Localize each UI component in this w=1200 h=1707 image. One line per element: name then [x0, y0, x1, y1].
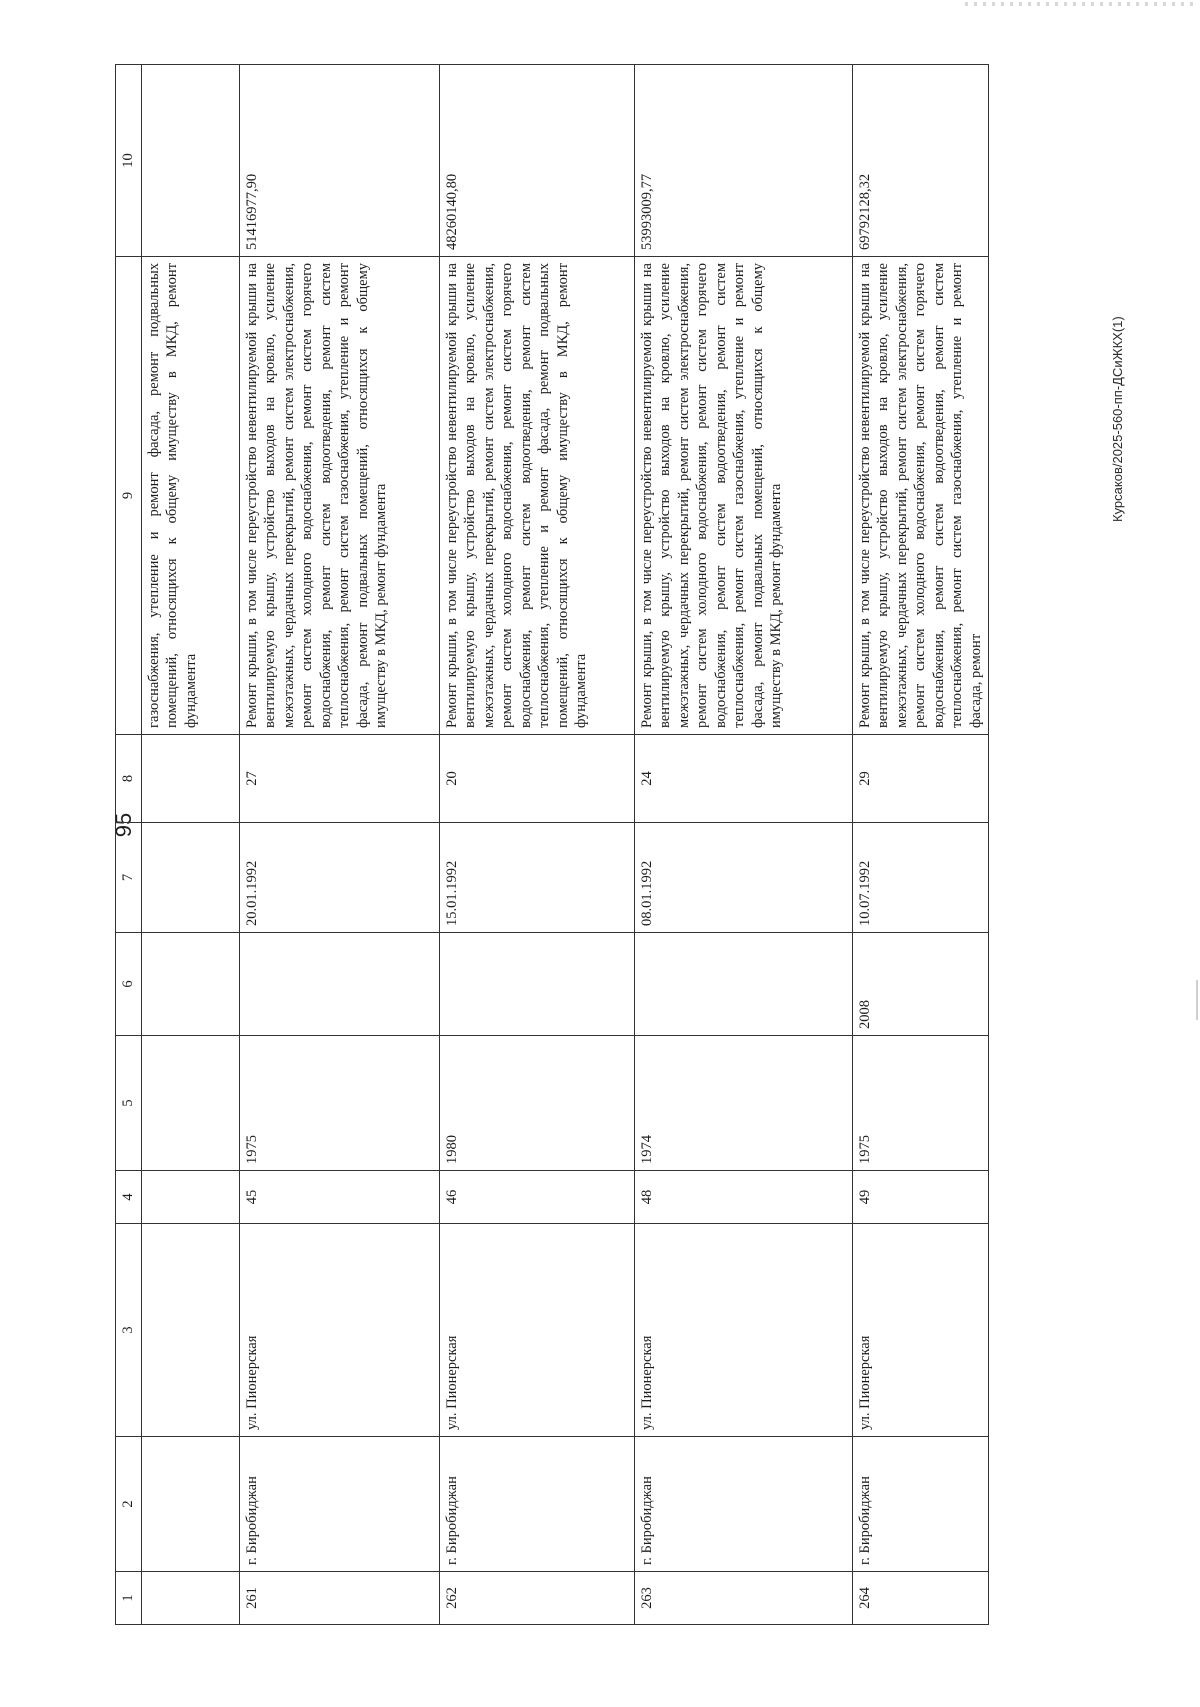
row-street: ул. Пионерская — [439, 1224, 634, 1437]
row-works: Ремонт крыши, в том числе переустройство невентилируемой крыши на вентилируемую крышу, устройство выходов на кровлю, усиление межэтажных, чердачных перекрытий, ремонт систем электроснабжения, ремонт систем холодного водоснабжения, ремонт систем горячего водоснабжения, ремонт систем водоотведения, ремонт систем теплоснабжения, ремонт систем газоснабжения, утепление и ремонт фасада, ремонт подвальных помещений, относящихся к общему имуществу в МКД, ремонт фундамента — [239, 257, 439, 735]
row-house: 49 — [852, 1171, 989, 1224]
row-date: 10.07.1992 — [852, 823, 989, 933]
page-number: 95 — [111, 812, 136, 838]
header-col-7: 7 — [116, 823, 142, 933]
table-row — [634, 65, 852, 1625]
row-city: г. Биробиджан — [634, 1437, 852, 1572]
row-house: 46 — [439, 1171, 634, 1224]
document-id: Курсаков/2025-560-пп-ДСиЖКХ(1) — [1110, 316, 1125, 522]
header-row — [116, 65, 142, 1625]
row-date: 15.01.1992 — [439, 823, 634, 933]
header-col-2: 2 — [116, 1437, 142, 1572]
row-col6 — [239, 933, 439, 1036]
register-table — [115, 64, 989, 1625]
row-col6 — [634, 933, 852, 1036]
row-works: Ремонт крыши, в том числе переустройство невентилируемой крыши на вентилируемую крышу, устройство выходов на кровлю, усиление межэтажных, чердачных перекрытий, ремонт систем электроснабжения, ремонт систем холодного водоснабжения, ремонт систем горячего водоснабжения, ремонт систем водоотведения, ремонт систем теплоснабжения, утепление и ремонт фасада, ремонт подвальных помещений, относящихся к общему имуществу в МКД, ремонт фундамента — [439, 257, 634, 735]
header-col-8: 8 — [116, 735, 142, 823]
row-house: 48 — [634, 1171, 852, 1224]
row-year-built: 1975 — [852, 1036, 989, 1171]
header-col-6: 6 — [116, 933, 142, 1036]
row-year-built: 1975 — [239, 1036, 439, 1171]
row-date: 08.01.1992 — [634, 823, 852, 933]
row-street: ул. Пионерская — [852, 1224, 989, 1437]
row-year-built: 1980 — [439, 1036, 634, 1171]
header-col-5: 5 — [116, 1036, 142, 1171]
row-house: 45 — [239, 1171, 439, 1224]
row-date: 20.01.1992 — [239, 823, 439, 933]
scan-artifact — [965, 2, 1195, 6]
table-row — [239, 65, 439, 1625]
row-number: 262 — [439, 1572, 634, 1625]
row-col6: 2008 — [852, 933, 989, 1036]
table-row — [852, 65, 989, 1625]
row-amount: 53993009,77 — [634, 65, 852, 257]
row-col8: 24 — [634, 735, 852, 823]
row-street: ул. Пионерская — [239, 1224, 439, 1437]
row-amount: 48260140,80 — [439, 65, 634, 257]
continuation-works: газоснабжения, утепление и ремонт фасада, ремонт подвальных помещений, относящихся к общему имуществу в МКД, ремонт фундамента — [141, 257, 239, 735]
row-amount: 69792128,32 — [852, 65, 989, 257]
header-col-10: 10 — [116, 65, 142, 257]
row-col6 — [439, 933, 634, 1036]
row-city: г. Биробиджан — [852, 1437, 989, 1572]
row-col8: 20 — [439, 735, 634, 823]
continuation-row — [141, 65, 239, 1625]
row-col8: 29 — [852, 735, 989, 823]
row-works: Ремонт крыши, в том числе переустройство невентилируемой крыши на вентилируемую крышу, устройство выходов на кровлю, усиление межэтажных, чердачных перекрытий, ремонт систем электроснабжения, ремонт систем холодного водоснабжения, ремонт систем горячего водоснабжения, ремонт систем водоотведения, ремонт систем теплоснабжения, ремонт систем газоснабжения, утепление и ремонт фасада, ремонт — [852, 257, 989, 735]
table-row — [439, 65, 634, 1625]
header-col-9: 9 — [116, 257, 142, 735]
row-street: ул. Пионерская — [634, 1224, 852, 1437]
row-city: г. Биробиджан — [239, 1437, 439, 1572]
row-city: г. Биробиджан — [439, 1437, 634, 1572]
header-col-4: 4 — [116, 1171, 142, 1224]
row-works: Ремонт крыши, в том числе переустройство невентилируемой крыши на вентилируемую крышу, устройство выходов на кровлю, усиление межэтажных, чердачных перекрытий, ремонт систем электроснабжения, ремонт систем холодного водоснабжения, ремонт систем горячего водоснабжения, ремонт систем водоотведения, ремонт систем теплоснабжения, ремонт систем газоснабжения, утепление и ремонт фасада, ремонт подвальных помещений, относящихся к общему имуществу в МКД, ремонт фундамента — [634, 257, 852, 735]
scan-edge-artifact — [1196, 980, 1198, 1020]
row-amount: 51416977,90 — [239, 65, 439, 257]
row-number: 261 — [239, 1572, 439, 1625]
row-year-built: 1974 — [634, 1036, 852, 1171]
header-col-1: 1 — [116, 1572, 142, 1625]
row-number: 264 — [852, 1572, 989, 1625]
header-col-3: 3 — [116, 1224, 142, 1437]
row-col8: 27 — [239, 735, 439, 823]
register-table-container — [115, 65, 1075, 1625]
row-number: 263 — [634, 1572, 852, 1625]
